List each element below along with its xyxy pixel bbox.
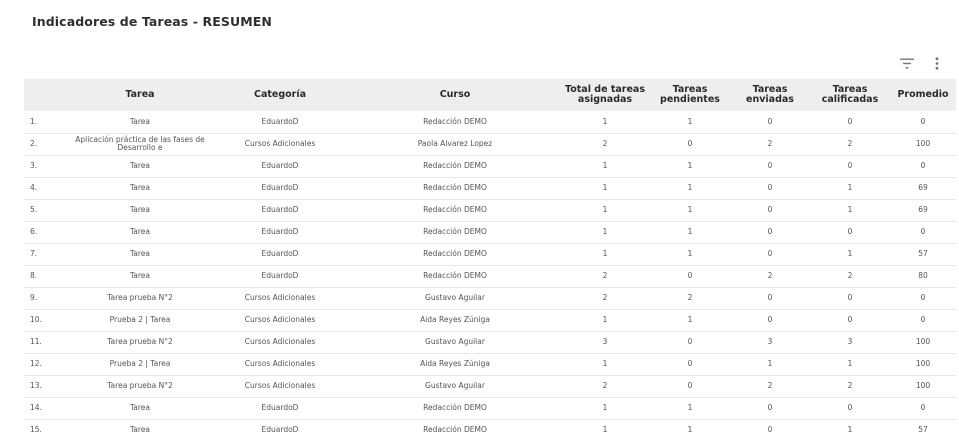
pendientes-cell: 1: [687, 227, 693, 236]
row-index-cell: 4.: [30, 183, 38, 192]
calificadas-cell: 0: [847, 293, 853, 302]
enviadas-cell: 0: [767, 161, 773, 170]
enviadas-cell: 0: [767, 315, 773, 324]
promedio-cell: 0: [920, 293, 926, 302]
promedio-cell: 100: [915, 359, 931, 368]
calificadas-cell: 2: [847, 381, 853, 390]
total-asignadas-cell: 3: [602, 337, 608, 346]
enviadas-cell: 0: [767, 403, 773, 412]
calificadas-cell: 3: [847, 337, 853, 346]
categoria-cell: Cursos Adicionales: [244, 293, 316, 302]
table-toolbar: [899, 56, 945, 70]
tarea-cell: Tarea prueba N°2: [107, 337, 173, 346]
calificadas-cell: 1: [847, 183, 853, 192]
enviadas-cell: 0: [767, 425, 773, 434]
tarea-cell: Tarea: [129, 425, 151, 434]
calificadas-cell: 1: [847, 205, 853, 214]
pendientes-cell: 0: [687, 337, 693, 346]
row-index-cell: 6.: [30, 227, 38, 236]
pendientes-cell: 1: [687, 315, 693, 324]
total-asignadas-cell: 2: [602, 293, 608, 302]
categoria-cell: EduardoD: [261, 249, 299, 258]
pendientes-cell: 1: [687, 161, 693, 170]
total-asignadas-cell: 1: [602, 425, 608, 434]
row-index-cell: 2.: [30, 139, 38, 148]
total-asignadas-cell: 1: [602, 227, 608, 236]
column-header-total-asignadas[interactable]: Total de tareas asignadas: [565, 84, 645, 105]
calificadas-cell: 1: [847, 425, 853, 434]
promedio-cell: 0: [920, 227, 926, 236]
calificadas-cell: 2: [847, 271, 853, 280]
row-index-cell: 15.: [30, 425, 42, 434]
enviadas-cell: 2: [767, 271, 773, 280]
tarea-cell: Prueba 2 | Tarea: [109, 315, 171, 324]
tarea-cell: Aplicación práctica de las fases de Desarrollo e: [75, 135, 205, 152]
table-row[interactable]: [24, 353, 956, 375]
total-asignadas-cell: 1: [602, 249, 608, 258]
more-vert-icon[interactable]: [929, 56, 945, 70]
filter-icon[interactable]: [899, 56, 915, 70]
promedio-cell: 0: [920, 315, 926, 324]
column-header-calificadas[interactable]: Tareas calificadas: [821, 84, 879, 105]
promedio-cell: 100: [915, 381, 931, 390]
curso-cell: Redacción DEMO: [423, 249, 487, 258]
column-header-enviadas[interactable]: Tareas enviadas: [746, 84, 794, 105]
curso-cell: Redacción DEMO: [423, 403, 487, 412]
total-asignadas-cell: 1: [602, 403, 608, 412]
table-row[interactable]: [24, 331, 956, 353]
curso-cell: Redacción DEMO: [423, 183, 487, 192]
calificadas-cell: 0: [847, 116, 853, 126]
total-asignadas-cell: 2: [602, 381, 608, 390]
tarea-cell: Tarea: [129, 403, 151, 412]
row-index-cell: 3.: [30, 161, 38, 170]
categoria-cell: Cursos Adicionales: [244, 359, 316, 368]
curso-cell: Redacción DEMO: [423, 271, 487, 280]
table-row[interactable]: [24, 155, 956, 177]
total-asignadas-cell: 1: [602, 116, 608, 126]
calificadas-cell: 0: [847, 403, 853, 412]
enviadas-cell: 0: [767, 116, 773, 126]
calificadas-cell: 1: [847, 249, 853, 258]
total-asignadas-cell: 2: [602, 271, 608, 280]
tarea-cell: Tarea: [129, 227, 151, 236]
promedio-cell: 57: [918, 425, 928, 434]
promedio-cell: 100: [915, 337, 931, 346]
enviadas-cell: 0: [767, 227, 773, 236]
pendientes-cell: 1: [687, 425, 693, 434]
pendientes-cell: 1: [687, 183, 693, 192]
promedio-cell: 0: [920, 116, 926, 126]
pendientes-cell: 0: [687, 359, 693, 368]
promedio-cell: 0: [920, 161, 926, 170]
calificadas-cell: 2: [847, 139, 853, 148]
pendientes-cell: 0: [687, 381, 693, 390]
total-asignadas-cell: 1: [602, 315, 608, 324]
row-index-cell: 5.: [30, 205, 38, 214]
categoria-cell: Cursos Adicionales: [244, 337, 316, 346]
tarea-cell: Tarea: [129, 271, 151, 280]
categoria-cell: Cursos Adicionales: [244, 315, 316, 324]
curso-cell: Redacción DEMO: [423, 116, 487, 126]
curso-cell: Redacción DEMO: [423, 425, 487, 434]
row-index-cell: 7.: [30, 249, 38, 258]
categoria-cell: EduardoD: [261, 227, 299, 236]
column-header-index[interactable]: [24, 79, 70, 111]
total-asignadas-cell: 1: [602, 161, 608, 170]
pendientes-cell: 1: [687, 249, 693, 258]
promedio-cell: 69: [918, 205, 928, 214]
row-index-cell: 13.: [30, 381, 42, 390]
curso-cell: Gustavo Aguilar: [425, 293, 485, 302]
row-index-cell: 1.: [30, 116, 38, 126]
table-row[interactable]: [24, 375, 956, 397]
enviadas-cell: 2: [767, 381, 773, 390]
total-asignadas-cell: 1: [602, 183, 608, 192]
table-row[interactable]: [24, 111, 956, 133]
tarea-cell: Tarea: [129, 116, 151, 126]
promedio-cell: 100: [915, 139, 931, 148]
row-index-cell: 14.: [30, 403, 42, 412]
enviadas-cell: 3: [767, 337, 773, 346]
tarea-cell: Tarea: [129, 249, 151, 258]
pendientes-cell: 0: [687, 139, 693, 148]
column-header-tarea[interactable]: Tarea: [125, 89, 155, 100]
column-header-promedio[interactable]: Promedio: [897, 89, 949, 100]
total-asignadas-cell: 1: [602, 359, 608, 368]
table-row[interactable]: [24, 265, 956, 287]
promedio-cell: 0: [920, 403, 926, 412]
promedio-cell: 80: [918, 271, 928, 280]
enviadas-cell: 0: [767, 293, 773, 302]
calificadas-cell: 0: [847, 315, 853, 324]
column-header-curso[interactable]: Curso: [439, 89, 471, 100]
pendientes-cell: 1: [687, 403, 693, 412]
promedio-cell: 57: [918, 249, 928, 258]
calificadas-cell: 0: [847, 161, 853, 170]
table-row[interactable]: [24, 397, 956, 419]
curso-cell: Gustavo Aguilar: [425, 381, 485, 390]
enviadas-cell: 1: [767, 359, 773, 368]
categoria-cell: EduardoD: [261, 116, 299, 126]
row-index-cell: 10.: [30, 315, 42, 324]
pendientes-cell: 2: [687, 293, 693, 302]
table-row[interactable]: [24, 177, 956, 199]
table-row[interactable]: [24, 243, 956, 265]
categoria-cell: Cursos Adicionales: [244, 381, 316, 390]
categoria-cell: EduardoD: [261, 403, 299, 412]
tarea-cell: Tarea prueba N°2: [107, 293, 173, 302]
row-index-cell: 8.: [30, 271, 38, 280]
curso-cell: Redacción DEMO: [423, 161, 487, 170]
table-header: [24, 79, 956, 111]
enviadas-cell: 0: [767, 249, 773, 258]
curso-cell: Redacción DEMO: [423, 227, 487, 236]
total-asignadas-cell: 2: [602, 139, 608, 148]
curso-cell: Redacción DEMO: [423, 205, 487, 214]
row-index-cell: 11.: [30, 337, 42, 346]
column-header-categoria[interactable]: Categoría: [253, 89, 307, 100]
categoria-cell: Cursos Adicionales: [244, 139, 316, 148]
curso-cell: Aida Reyes Zúniga: [420, 315, 490, 324]
tarea-cell: Tarea: [129, 161, 151, 170]
table-body: [24, 111, 956, 440]
curso-cell: Aida Reyes Zúniga: [420, 359, 490, 368]
table-row[interactable]: [24, 221, 956, 243]
curso-cell: Gustavo Aguilar: [425, 337, 485, 346]
table-row[interactable]: [24, 309, 956, 331]
categoria-cell: EduardoD: [261, 183, 299, 192]
tarea-cell: Tarea prueba N°2: [107, 381, 173, 390]
table-row[interactable]: [24, 133, 956, 155]
enviadas-cell: 2: [767, 139, 773, 148]
enviadas-cell: 0: [767, 205, 773, 214]
pendientes-cell: 1: [687, 116, 693, 126]
row-index-cell: 12.: [30, 359, 42, 368]
calificadas-cell: 0: [847, 227, 853, 236]
curso-cell: Paola Alvarez Lopez: [417, 139, 493, 148]
categoria-cell: EduardoD: [261, 161, 299, 170]
table-row[interactable]: [24, 199, 956, 221]
table-row[interactable]: [24, 419, 956, 440]
tarea-cell: Prueba 2 | Tarea: [109, 359, 171, 368]
tasks-table: [24, 79, 956, 440]
categoria-cell: EduardoD: [261, 205, 299, 214]
column-header-pendientes[interactable]: Tareas pendientes: [660, 84, 720, 105]
calificadas-cell: 1: [847, 359, 853, 368]
row-index-cell: 9.: [30, 293, 38, 302]
table-row[interactable]: [24, 287, 956, 309]
enviadas-cell: 0: [767, 183, 773, 192]
page-title: Indicadores de Tareas - RESUMEN: [32, 14, 272, 29]
categoria-cell: EduardoD: [261, 425, 299, 434]
pendientes-cell: 0: [687, 271, 693, 280]
tarea-cell: Tarea: [129, 183, 151, 192]
header-row: [24, 79, 956, 111]
tarea-cell: Tarea: [129, 205, 151, 214]
total-asignadas-cell: 1: [602, 205, 608, 214]
categoria-cell: EduardoD: [261, 271, 299, 280]
promedio-cell: 69: [918, 183, 928, 192]
pendientes-cell: 1: [687, 205, 693, 214]
